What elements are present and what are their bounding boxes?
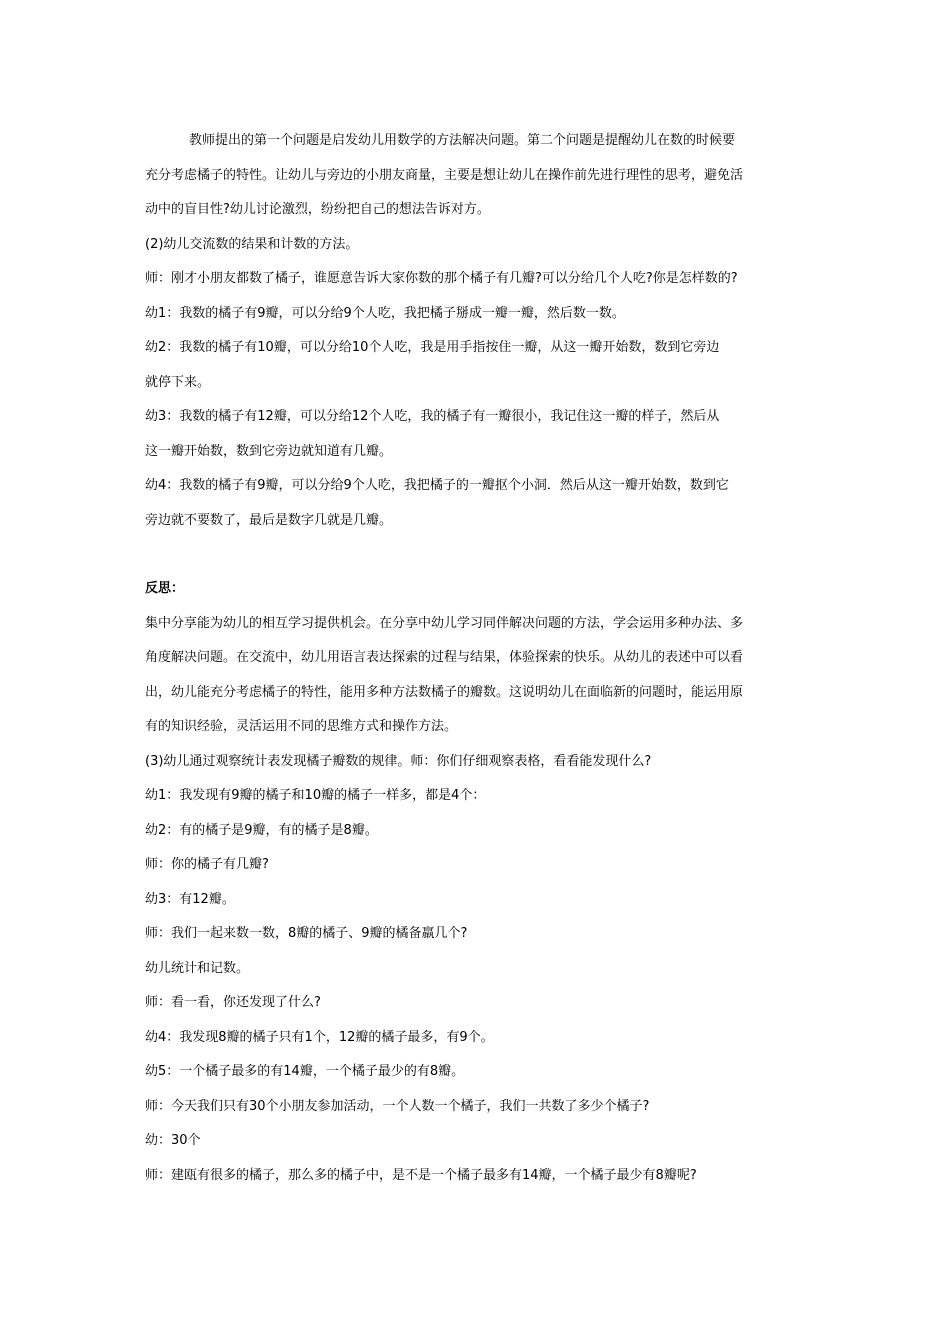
reflection-heading: 反思： xyxy=(145,581,185,596)
paragraph-line: 集中分享能为幼儿的相互学习提供机会。在分享中幼儿学习同伴解决问题的方法，学会运用多种办法、多 xyxy=(145,615,744,631)
dialogue-line: 师：今天我们只有30个小朋友参加活动，一个人数一个橘子，我们一共数了多少个橘子? xyxy=(145,1098,650,1114)
dialogue-line: 师：刚才小朋友都数了橘子，谁愿意告诉大家你数的那个橘子有几瓣?可以分给几个人吃?你是怎样数的? xyxy=(145,271,738,286)
dialogue-line: 幼：30个 xyxy=(145,1133,201,1148)
paragraph-line: 动中的盲目性?幼儿讨论激烈，纷纷把自己的想法告诉对方。 xyxy=(145,202,490,217)
dialogue-line: 幼4：我发现8瓣的橘子只有1个，12瓣的橘子最多，有9个。 xyxy=(145,1029,494,1045)
dialogue-line: 幼1：我数的橘子有9瓣，可以分给9个人吃，我把橘子掰成一瓣一瓣，然后数一数。 xyxy=(145,305,625,321)
dialogue-line: 幼3：有12瓣。 xyxy=(145,891,235,907)
dialogue-line: 幼儿统计和记数。 xyxy=(145,960,250,976)
dialogue-line: 幼1：我发现有9瓣的橘子和10瓣的橘子一样多，都是4个： xyxy=(145,788,486,803)
dialogue-line: 师：你的橘子有几瓣? xyxy=(145,857,269,872)
paragraph-line: 充分考虑橘子的特性。让幼儿与旁边的小朋友商量，主要是想让幼儿在操作前先进行理性的思考，避免活 xyxy=(145,167,744,183)
dialogue-line: 师：看一看，你还发现了什么? xyxy=(145,995,321,1010)
paragraph-line: 角度解决问题。在交流中，幼儿用语言表达探索的过程与结果，体验探索的快乐。从幼儿的表述中可以看 xyxy=(145,650,744,665)
dialogue-line: 幼2：我数的橘子有10瓣，可以分给10个人吃，我是用手指按住一瓣，从这一瓣开始数，数到它旁边 xyxy=(145,340,720,355)
dialogue-line: 幼5：一个橘子最多的有14瓣，一个橘子最少的有8瓣。 xyxy=(145,1064,465,1079)
paragraph-gap xyxy=(145,538,810,572)
dialogue-line: 幼3：我数的橘子有12瓣，可以分给12个人吃，我的橘子有一瓣很小，我记住这一瓣的样子，然后从 xyxy=(145,409,720,424)
dialogue-line: 师：建瓯有很多的橘子，那么多的橘子中，是不是一个橘子最多有14瓣，一个橘子最少有8瓣呢? xyxy=(145,1167,697,1183)
document-body xyxy=(145,124,810,1193)
paragraph-line: 教师提出的第一个问题是启发幼儿用数学的方法解决问题。第二个问题是提醒幼儿在数的时候要 xyxy=(189,133,736,148)
section-line: (3)幼儿通过观察统计表发现橘子瓣数的规律。师：你们仔细观察表格，看看能发现什么? xyxy=(145,753,652,769)
section-line: (2)幼儿交流数的结果和计数的方法。 xyxy=(145,236,359,252)
paragraph-line: 有的知识经验，灵活运用不同的思维方式和操作方法。 xyxy=(145,719,458,734)
dialogue-line: 旁边就不要数了，最后是数字几就是几瓣。 xyxy=(145,512,393,528)
dialogue-line: 幼4：我数的橘子有9瓣，可以分给9个人吃，我把橘子的一瓣抠个小洞．然后从这一瓣开始数，数到它 xyxy=(145,478,729,493)
dialogue-line: 这一瓣开始数，数到它旁边就知道有几瓣。 xyxy=(145,443,393,459)
dialogue-line: 就停下来。 xyxy=(145,374,211,390)
dialogue-line: 师：我们一起来数一数，8瓣的橘子、9瓣的橘备羸几个? xyxy=(145,926,468,941)
dialogue-line: 幼2：有的橘子是9瓣，有的橘子是8瓣。 xyxy=(145,822,378,838)
paragraph-line: 出，幼儿能充分考虑橘子的特性，能用多种方法数橘子的瓣数。这说明幼儿在面临新的问题时，能运用原 xyxy=(145,684,744,700)
